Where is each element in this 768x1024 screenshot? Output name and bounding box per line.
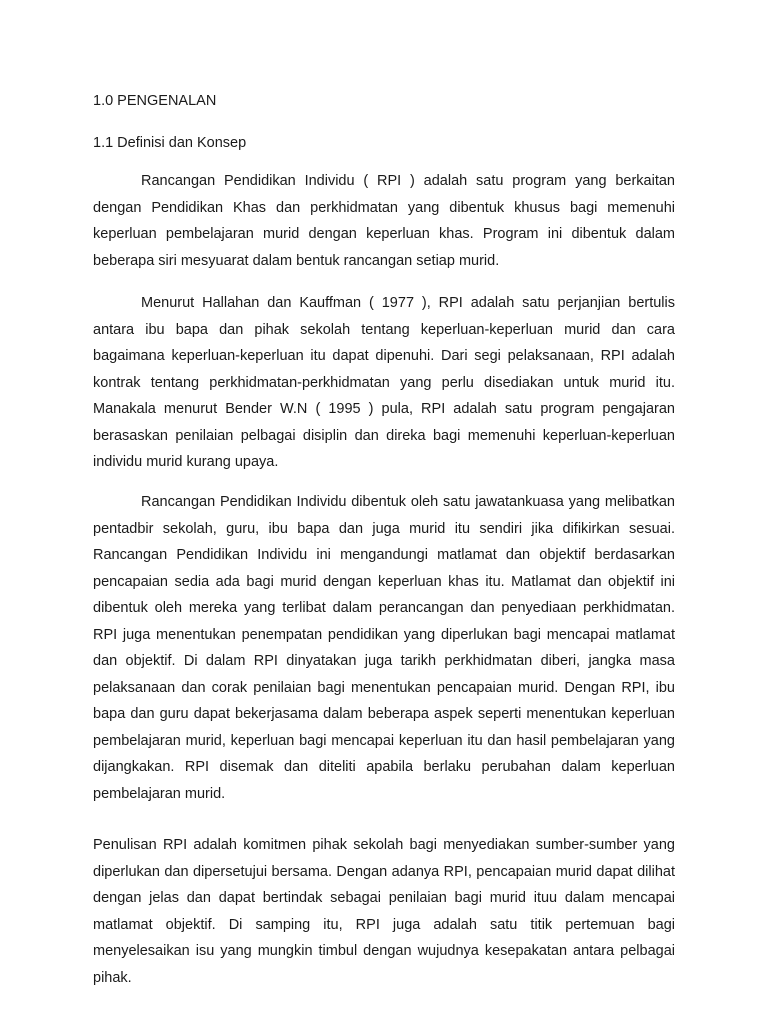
section-heading: 1.0 PENGENALAN [93,93,217,109]
subsection-heading: 1.1 Definisi dan Konsep [93,135,247,151]
paragraph-2: Menurut Hallahan dan Kauffman ( 1977 ), RPI adalah satu perjanjian bertulis antara ibu bapa dan pihak sekolah tentang keperluan-keperluan murid dan cara bagaimana keperluan-keperluan itu dapat dipenuhi. Dari segi pelaksanaan, RPI adalah kontrak tentang perkhidmatan-perkhidmatan yang perlu disediakan untuk murid itu. Manakala menurut Bender W.N ( 1995 ) pula, RPI adalah satu program pengajaran berasaskan penilaian pelbagai disiplin dan direka bagi memenuhi keperluan-keperluan individu murid kurang upaya. [93,295,675,470]
paragraph-4: Penulisan RPI adalah komitmen pihak sekolah bagi menyediakan sumber-sumber yang diperlukan dan dipersetujui bersama. Dengan adanya RPI, pencapaian murid dapat dilihat dengan jelas dan dapat bertindak sebagai penilaian bagi murid ituu dalam mencapai matlamat objektif. Di samping itu, RPI juga adalah satu titik pertemuan bagi menyelesaikan isu yang mungkin timbul dengan wujudnya kesepakatan antara pelbagai pihak. [93,837,675,986]
paragraph-1: Rancangan Pendidikan Individu ( RPI ) adalah satu program yang berkaitan dengan Pendidikan Khas dan perkhidmatan yang dibentuk khusus bagi memenuhi keperluan pembelajaran murid dengan keperluan khas. Program ini dibentuk dalam beberapa siri mesyuarat dalam bentuk rancangan setiap murid. [93,173,675,269]
paragraph-3: Rancangan Pendidikan Individu dibentuk oleh satu jawatankuasa yang melibatkan pentadbir sekolah, guru, ibu bapa dan juga murid itu sendiri jika difikirkan sesuai. Rancangan Pendidikan Individu ini mengandungi matlamat dan objektif berdasarkan pencapaian sedia ada bagi murid dengan keperluan khas itu. Matlamat dan objektif ini dibentuk oleh mereka yang terlibat dalam perancangan dan penyediaan perkhidmatan. RPI juga menentukan penempatan pendidikan yang diperlukan bagi mencapai matlamat dan objektif. Di dalam RPI dinyatakan juga tarikh perkhidmatan diberi, jangka masa pelaksanaan dan corak penilaian bagi menentukan pencapaian murid. Dengan RPI, ibu bapa dan guru dapat bekerjasama dalam beberapa aspek seperti menentukan keperluan pembelajaran murid, keperluan bagi mencapai keperluan itu dan hasil pembelajaran yang dijangkakan. RPI disemak dan diteliti apabila berlaku perubahan dalam keperluan pembelajaran murid. [93,494,675,802]
